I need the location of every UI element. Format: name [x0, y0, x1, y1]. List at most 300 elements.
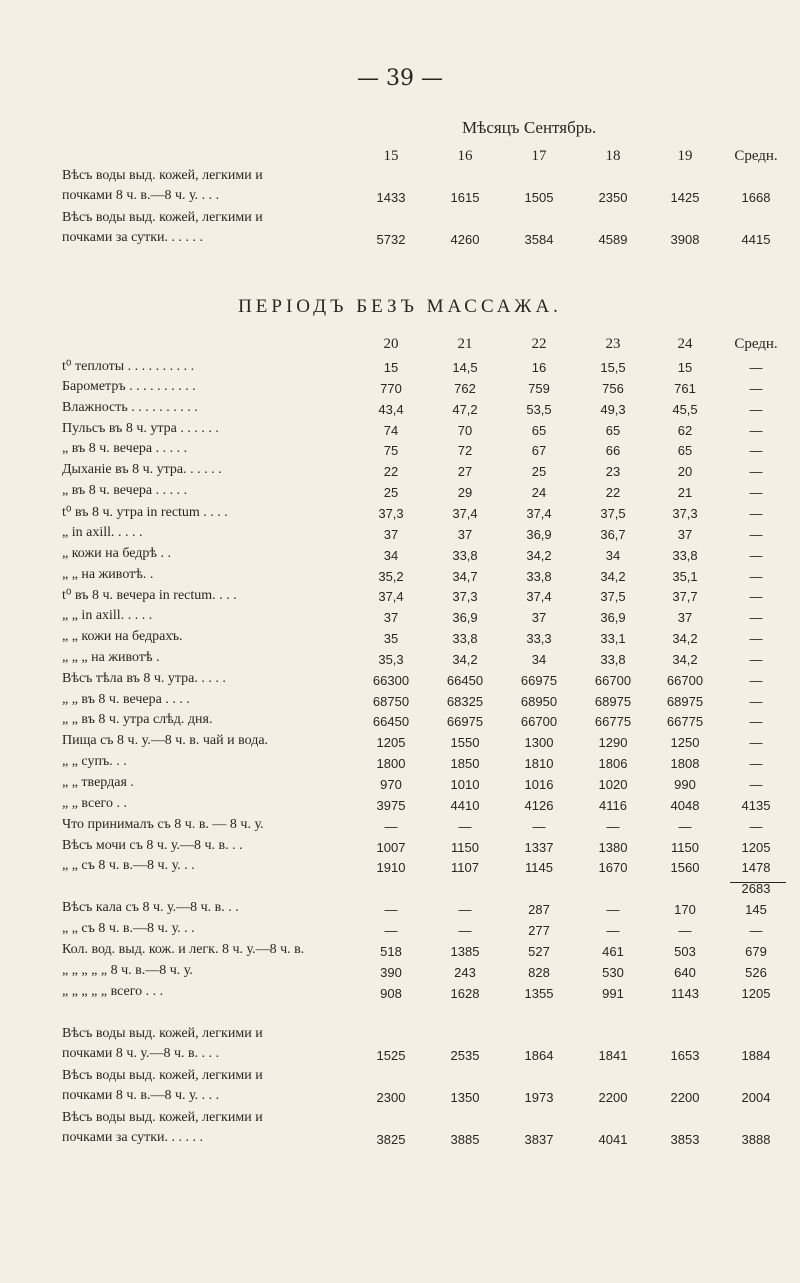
- table-cell: 33,1: [600, 631, 626, 646]
- table-cell: —: [749, 652, 763, 667]
- table-row: [0, 881, 800, 901]
- table-cell: —: [749, 714, 763, 729]
- table-cell: 1300: [524, 735, 554, 750]
- table-cell: 1806: [598, 756, 628, 771]
- row-label: Вѣсъ воды выд. кожей, легкими и: [62, 210, 263, 225]
- table-row: [0, 756, 800, 776]
- table-cell: —: [532, 819, 546, 834]
- table-cell: 527: [528, 944, 550, 959]
- table-cell: 770: [380, 381, 402, 396]
- table-row: [0, 190, 800, 210]
- table-row: [0, 569, 800, 589]
- table-cell: 49,3: [600, 402, 626, 417]
- table-cell: 66450: [372, 714, 410, 729]
- table-cell: 1810: [524, 756, 554, 771]
- table-cell: 36,9: [452, 610, 478, 625]
- sum-rule: [730, 882, 786, 883]
- table-row: [0, 902, 800, 922]
- table-cell: 37,3: [672, 506, 698, 521]
- table-cell: 640: [674, 965, 696, 980]
- table-row: [0, 527, 800, 547]
- row-label: „ „ всего . .: [62, 796, 127, 811]
- column-header: 22: [531, 336, 547, 352]
- table-cell: —: [749, 360, 763, 375]
- table-cell: 243: [454, 965, 476, 980]
- row-label: Дыханіе въ 8 ч. утра. . . . . .: [62, 462, 222, 477]
- table-cell: 34,2: [452, 652, 478, 667]
- table-cell: —: [749, 694, 763, 709]
- column-header: 18: [605, 148, 621, 164]
- column-header: Средн.: [734, 148, 778, 164]
- table-cell: 1884: [741, 1048, 771, 1063]
- table-cell: 3908: [670, 232, 700, 247]
- table-cell: 1628: [450, 986, 480, 1001]
- table-cell: 1007: [376, 840, 406, 855]
- table-cell: 2200: [670, 1090, 700, 1105]
- table-cell: 2300: [376, 1090, 406, 1105]
- table-cell: 461: [602, 944, 624, 959]
- page-number: — 39 —: [357, 66, 443, 91]
- table-cell: 4415: [741, 232, 771, 247]
- table-cell: 34,2: [672, 631, 698, 646]
- table-cell: 1107: [451, 860, 479, 875]
- table-cell: 14,5: [452, 360, 478, 375]
- table-cell: 66975: [446, 714, 484, 729]
- table-cell: 66700: [594, 673, 632, 688]
- table-cell: 759: [528, 381, 550, 396]
- table-cell: 1653: [670, 1048, 700, 1063]
- table-cell: 4410: [450, 798, 480, 813]
- row-label: почками 8 ч. в.—8 ч. у. . . .: [62, 1088, 220, 1103]
- table-cell: 287: [528, 902, 550, 917]
- table-cell: 4589: [598, 232, 628, 247]
- table-cell: 33,8: [672, 548, 698, 563]
- table-cell: 35,2: [378, 569, 404, 584]
- row-label: почками за сутки. . . . . .: [62, 1130, 204, 1145]
- row-label: Что принималъ съ 8 ч. в. — 8 ч. у.: [62, 817, 264, 832]
- table-cell: 3825: [376, 1132, 406, 1147]
- row-label: почками за сутки. . . . . .: [62, 230, 204, 245]
- table-cell: 530: [602, 965, 624, 980]
- row-label: t⁰ въ 8 ч. вечера in rectum. . . .: [62, 588, 237, 603]
- column-header: 19: [677, 148, 693, 164]
- table-cell: 25: [383, 485, 399, 500]
- table-cell: 1010: [450, 777, 480, 792]
- table-cell: 72: [457, 443, 473, 458]
- row-label: Вѣсъ воды выд. кожей, легкими и: [62, 1068, 263, 1083]
- table-cell: 2350: [598, 190, 628, 205]
- table-cell: 66775: [594, 714, 632, 729]
- row-label: почками 8 ч. у.—8 ч. в. . . .: [62, 1046, 220, 1061]
- row-label: почками 8 ч. в.—8 ч. у. . . .: [62, 188, 220, 203]
- table-cell: 1380: [598, 840, 628, 855]
- table-cell: 34: [383, 548, 399, 563]
- table-cell: —: [606, 923, 620, 938]
- row-label: Вѣсъ воды выд. кожей, легкими и: [62, 1110, 263, 1125]
- table-cell: —: [749, 381, 763, 396]
- table-row: [0, 232, 800, 252]
- table-cell: 21: [677, 485, 693, 500]
- row-label: „ „ in axill. . . . .: [62, 608, 153, 623]
- table-cell: —: [749, 756, 763, 771]
- table-cell: 1337: [524, 840, 554, 855]
- row-label: Вѣсъ воды выд. кожей, легкими и: [62, 1026, 263, 1041]
- table-cell: 1145: [525, 860, 553, 875]
- table-cell: 1525: [376, 1048, 406, 1063]
- row-label: Вѣсъ мочи съ 8 ч. у.—8 ч. в. . .: [62, 838, 243, 853]
- table-cell: 518: [380, 944, 402, 959]
- table-cell: —: [458, 923, 472, 938]
- table-cell: 22: [605, 485, 621, 500]
- table-row: [0, 1132, 800, 1152]
- table-cell: 16: [531, 360, 547, 375]
- table-cell: —: [606, 902, 620, 917]
- table-cell: 27: [457, 464, 473, 479]
- table-cell: 37,4: [526, 506, 552, 521]
- table-cell: 1550: [450, 735, 480, 750]
- table-cell: 36,7: [600, 527, 626, 542]
- table-row: [0, 381, 800, 401]
- table-cell: 970: [380, 777, 402, 792]
- row-label: „ „ „ „ „ всего . . .: [62, 984, 164, 999]
- table-row: [0, 986, 800, 1006]
- table-cell: 3885: [450, 1132, 480, 1147]
- table-cell: 65: [605, 423, 621, 438]
- column-header: 23: [605, 336, 621, 352]
- table-row: [0, 360, 800, 380]
- table-cell: 1150: [451, 840, 479, 855]
- table-cell: 36,9: [600, 610, 626, 625]
- table-cell: 35,3: [378, 652, 404, 667]
- table-row: [0, 735, 800, 755]
- table-cell: —: [384, 923, 398, 938]
- table-cell: 68975: [594, 694, 632, 709]
- table-cell: 15,5: [600, 360, 626, 375]
- table-row: [0, 860, 800, 880]
- table-cell: —: [749, 735, 763, 750]
- table-cell: 53,5: [526, 402, 552, 417]
- table-cell: 4260: [450, 232, 480, 247]
- row-label: Пульсъ въ 8 ч. утра . . . . . .: [62, 421, 219, 436]
- table-cell: 37,5: [600, 506, 626, 521]
- table-cell: 1205: [376, 735, 406, 750]
- table-cell: —: [749, 485, 763, 500]
- table-cell: 37: [677, 610, 693, 625]
- table-cell: 3837: [524, 1132, 554, 1147]
- table-row: [0, 589, 800, 609]
- table-cell: 70: [457, 423, 473, 438]
- row-label: „ „ твердая .: [62, 775, 134, 790]
- table-cell: 1478: [741, 860, 771, 875]
- row-label: „ „ „ на животѣ .: [62, 650, 160, 665]
- table-cell: 23: [605, 464, 621, 479]
- table-cell: 33,8: [600, 652, 626, 667]
- table-cell: 37,7: [672, 589, 698, 604]
- table-cell: 1020: [598, 777, 628, 792]
- table-cell: —: [606, 819, 620, 834]
- row-label: Кол. вод. выд. кож. и легк. 8 ч. у.—8 ч. в.: [62, 942, 305, 957]
- row-label: „ in axill. . . . .: [62, 525, 143, 540]
- table-cell: 37,3: [378, 506, 404, 521]
- table-cell: —: [749, 819, 763, 834]
- table-cell: 66700: [520, 714, 558, 729]
- table-cell: —: [749, 777, 763, 792]
- table-cell: 24: [531, 485, 547, 500]
- table-cell: —: [749, 923, 763, 938]
- table-cell: 1205: [741, 840, 771, 855]
- table-row: [0, 423, 800, 443]
- table-cell: 66975: [520, 673, 558, 688]
- row-label: „ кожи на бедрѣ . .: [62, 546, 172, 561]
- table-cell: 37,5: [600, 589, 626, 604]
- row-label: „ „ съ 8 ч. в.—8 ч. у. . .: [62, 921, 195, 936]
- table-cell: 25: [531, 464, 547, 479]
- table-row: [0, 965, 800, 985]
- table-cell: 1668: [741, 190, 771, 205]
- table-cell: —: [678, 819, 692, 834]
- table-row: [0, 631, 800, 651]
- table-cell: 66775: [666, 714, 704, 729]
- table-cell: —: [749, 527, 763, 542]
- table-cell: 3584: [524, 232, 554, 247]
- table-cell: 33,8: [452, 548, 478, 563]
- table-cell: 503: [674, 944, 696, 959]
- table-cell: 43,4: [378, 402, 404, 417]
- table-cell: —: [749, 548, 763, 563]
- table-cell: —: [749, 631, 763, 646]
- table-cell: 66: [605, 443, 621, 458]
- table-cell: 3853: [670, 1132, 700, 1147]
- table-cell: 62: [677, 423, 693, 438]
- table-cell: —: [384, 819, 398, 834]
- table-row: [0, 673, 800, 693]
- table-cell: 34: [605, 548, 621, 563]
- table-cell: 45,5: [672, 402, 698, 417]
- table-cell: 36,9: [526, 527, 552, 542]
- table-cell: 1290: [598, 735, 628, 750]
- table-cell: 4048: [670, 798, 700, 813]
- table-cell: 75: [383, 443, 399, 458]
- table-cell: 37: [383, 610, 399, 625]
- table-cell: 33,3: [526, 631, 552, 646]
- table-cell: 34: [531, 652, 547, 667]
- table-row: [0, 1090, 800, 1110]
- table-cell: 1615: [450, 190, 480, 205]
- table-cell: 1800: [376, 756, 406, 771]
- row-label: „ „ супъ. . .: [62, 754, 127, 769]
- table-cell: 37,4: [526, 589, 552, 604]
- table-row: [0, 694, 800, 714]
- table-cell: 5732: [376, 232, 406, 247]
- table-row: [0, 1048, 800, 1068]
- table-cell: 34,2: [672, 652, 698, 667]
- row-label: „ въ 8 ч. вечера . . . . .: [62, 483, 188, 498]
- table-cell: 2200: [598, 1090, 628, 1105]
- table-row: [0, 610, 800, 630]
- table-row: [0, 714, 800, 734]
- table-cell: 37,3: [452, 589, 478, 604]
- table-cell: 762: [454, 381, 476, 396]
- table-cell: 3975: [376, 798, 406, 813]
- table-cell: 35: [383, 631, 399, 646]
- table-cell: 37: [383, 527, 399, 542]
- top-table-header: [0, 148, 800, 168]
- table-cell: 37: [531, 610, 547, 625]
- main-table-header: [0, 336, 800, 356]
- table-cell: 2683: [741, 881, 771, 896]
- table-cell: 761: [674, 381, 696, 396]
- month-heading: Мѣсяцъ Сентябрь.: [462, 118, 597, 137]
- table-cell: 37,4: [452, 506, 478, 521]
- column-header: 20: [383, 336, 399, 352]
- table-cell: —: [749, 569, 763, 584]
- row-label: t⁰ въ 8 ч. утра in rectum . . . .: [62, 505, 228, 520]
- table-row: [0, 506, 800, 526]
- table-cell: 170: [674, 902, 696, 917]
- table-cell: —: [749, 443, 763, 458]
- table-cell: 66700: [666, 673, 704, 688]
- row-label: „ „ въ 8 ч. вечера . . . .: [62, 692, 190, 707]
- table-cell: 4126: [524, 798, 554, 813]
- table-row: [0, 819, 800, 839]
- row-label: „ „ на животѣ. .: [62, 567, 154, 582]
- table-cell: 1841: [598, 1048, 628, 1063]
- row-label: „ „ кожи на бедрахъ.: [62, 629, 183, 644]
- table-cell: —: [678, 923, 692, 938]
- table-cell: 22: [383, 464, 399, 479]
- row-label: „ „ въ 8 ч. утра слѣд. дня.: [62, 712, 213, 727]
- table-cell: —: [458, 902, 472, 917]
- table-cell: 34,7: [452, 569, 478, 584]
- table-cell: 35,1: [672, 569, 698, 584]
- table-cell: —: [749, 506, 763, 521]
- table-row: [0, 402, 800, 422]
- table-cell: 1016: [524, 777, 554, 792]
- table-cell: 1250: [670, 735, 700, 750]
- table-cell: 145: [745, 902, 767, 917]
- table-cell: 1808: [670, 756, 700, 771]
- table-cell: 990: [674, 777, 696, 792]
- table-cell: 66450: [446, 673, 484, 688]
- table-cell: 68750: [372, 694, 410, 709]
- table-cell: 3888: [741, 1132, 771, 1147]
- table-cell: 67: [531, 443, 547, 458]
- table-cell: 390: [380, 965, 402, 980]
- table-row: [0, 464, 800, 484]
- table-cell: 33,8: [452, 631, 478, 646]
- table-cell: 1385: [450, 944, 480, 959]
- table-cell: —: [749, 589, 763, 604]
- table-cell: 1143: [671, 986, 699, 1001]
- table-row: [0, 443, 800, 463]
- table-cell: 15: [677, 360, 693, 375]
- table-cell: 1560: [670, 860, 700, 875]
- row-label: Влажность . . . . . . . . . .: [62, 400, 198, 415]
- table-row: [0, 652, 800, 672]
- table-cell: 4135: [741, 798, 771, 813]
- column-header: 17: [531, 148, 547, 164]
- table-cell: 4116: [599, 798, 627, 813]
- table-cell: 29: [457, 485, 473, 500]
- table-cell: 15: [383, 360, 399, 375]
- column-header: 24: [677, 336, 693, 352]
- table-cell: 1205: [741, 986, 771, 1001]
- table-row: [0, 923, 800, 943]
- table-cell: 34,2: [526, 548, 552, 563]
- table-cell: 526: [745, 965, 767, 980]
- row-label: t⁰ теплоты . . . . . . . . . .: [62, 359, 195, 374]
- table-row: [0, 840, 800, 860]
- table-cell: 34,2: [600, 569, 626, 584]
- table-cell: 1150: [671, 840, 699, 855]
- table-cell: —: [749, 402, 763, 417]
- table-cell: 47,2: [452, 402, 478, 417]
- table-cell: 37,4: [378, 589, 404, 604]
- table-cell: 65: [677, 443, 693, 458]
- row-label: Вѣсъ кала съ 8 ч. у.—8 ч. в. . .: [62, 900, 239, 915]
- row-label: „ „ съ 8 ч. в.—8 ч. у. . .: [62, 858, 195, 873]
- table-cell: —: [749, 673, 763, 688]
- table-cell: 20: [677, 464, 693, 479]
- table-cell: 1973: [524, 1090, 554, 1105]
- section-heading: ПЕРІОДЪ БЕЗЪ МАССАЖА.: [238, 296, 562, 317]
- column-header: 15: [383, 148, 399, 164]
- table-cell: 1670: [598, 860, 628, 875]
- table-cell: 679: [745, 944, 767, 959]
- table-cell: 68950: [520, 694, 558, 709]
- table-cell: 908: [380, 986, 402, 1001]
- table-cell: 65: [531, 423, 547, 438]
- column-header: 16: [457, 148, 473, 164]
- table-cell: 756: [602, 381, 624, 396]
- table-cell: 1425: [670, 190, 700, 205]
- table-cell: 828: [528, 965, 550, 980]
- table-cell: —: [384, 902, 398, 917]
- column-header: Средн.: [734, 336, 778, 352]
- table-cell: —: [749, 610, 763, 625]
- table-cell: 1505: [524, 190, 554, 205]
- table-cell: 74: [383, 423, 399, 438]
- column-header: 21: [457, 336, 473, 352]
- table-cell: 2004: [741, 1090, 771, 1105]
- row-label: Вѣсъ тѣла въ 8 ч. утра. . . . .: [62, 671, 226, 686]
- table-cell: 1910: [376, 860, 406, 875]
- table-cell: —: [749, 423, 763, 438]
- row-label: „ „ „ „ „ 8 ч. в.—8 ч. у.: [62, 963, 193, 978]
- table-row: [0, 548, 800, 568]
- table-cell: 1433: [376, 190, 406, 205]
- table-cell: 68975: [666, 694, 704, 709]
- table-cell: 1850: [450, 756, 480, 771]
- table-cell: 68325: [446, 694, 484, 709]
- table-row: [0, 944, 800, 964]
- table-cell: 33,8: [526, 569, 552, 584]
- table-cell: 2535: [450, 1048, 480, 1063]
- table-cell: —: [749, 464, 763, 479]
- table-row: [0, 798, 800, 818]
- row-label: „ въ 8 ч. вечера . . . . .: [62, 441, 188, 456]
- table-cell: 37: [457, 527, 473, 542]
- table-cell: 277: [528, 923, 550, 938]
- table-cell: 1355: [524, 986, 554, 1001]
- table-cell: 66300: [372, 673, 410, 688]
- table-cell: 1864: [524, 1048, 554, 1063]
- table-row: [0, 777, 800, 797]
- table-cell: 991: [602, 986, 624, 1001]
- row-label: Пища съ 8 ч. у.—8 ч. в. чай и вода.: [62, 733, 269, 748]
- table-cell: —: [458, 819, 472, 834]
- table-row: [0, 485, 800, 505]
